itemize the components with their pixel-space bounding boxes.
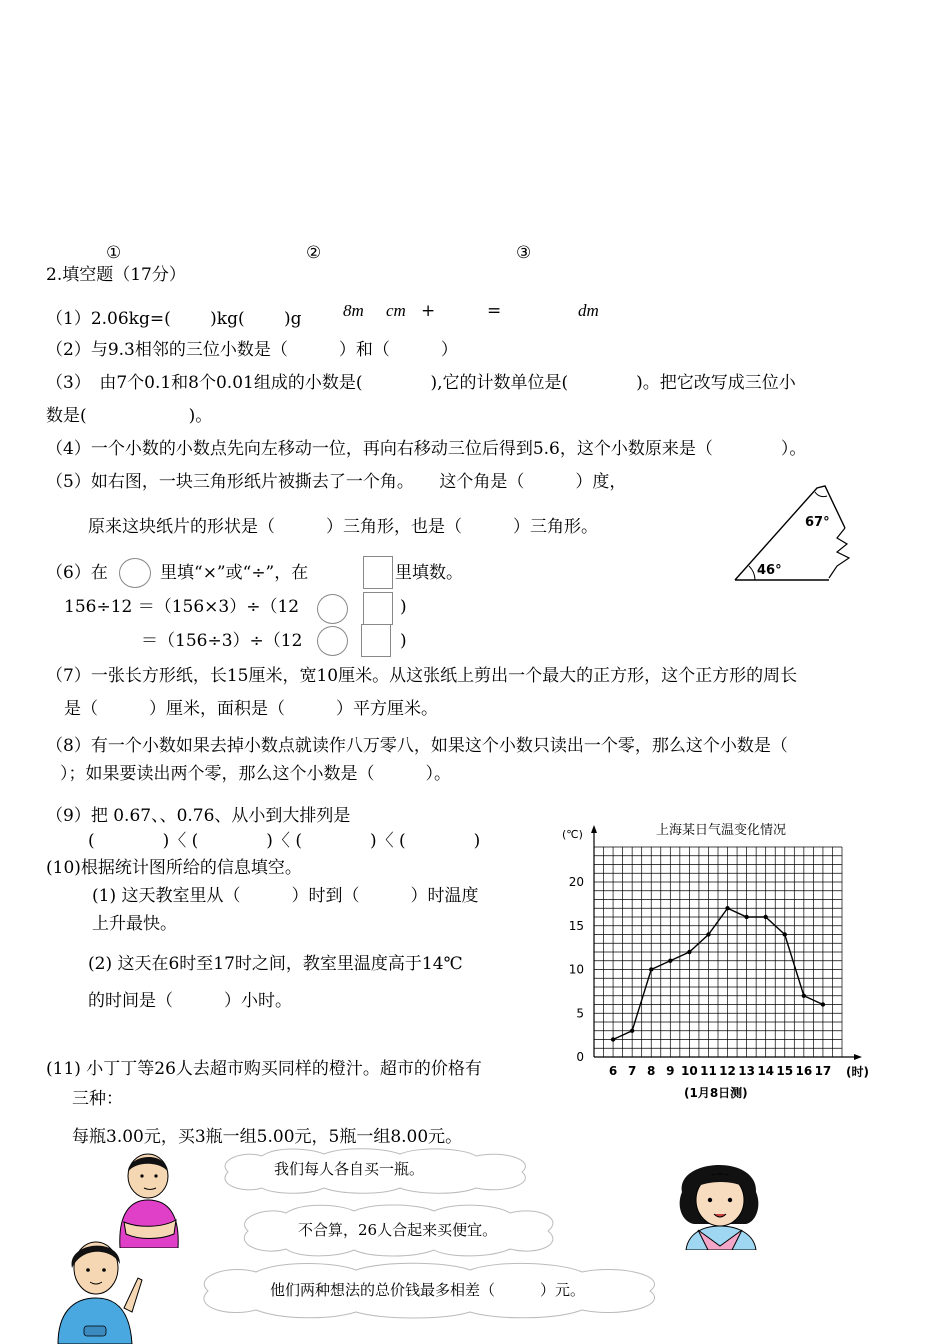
chart-data-point (744, 915, 748, 919)
number-box-sample (363, 556, 393, 589)
chart-caption: (1月8日测) (684, 1086, 748, 1100)
question-1-equals: = (487, 301, 502, 321)
boy-crossed-arms-illustration (112, 1150, 188, 1248)
chart-data-point (802, 994, 806, 998)
chart-y-tick-label: 15 (568, 918, 584, 933)
boy-pointing-illustration (52, 1238, 152, 1344)
question-7-line-1: （7）一张长方形纸，长15厘米，宽10厘米。从这张纸上剪出一个最大的正方形，这个正方形的周长 (46, 666, 798, 686)
chart-data-point (611, 1037, 615, 1041)
chart-x-tick-label: 13 (738, 1064, 755, 1078)
chart-data-point (706, 932, 710, 936)
section-title: 2.填空题（17分） (46, 265, 186, 285)
question-6-row-1: 156÷12 ＝（156×3）÷（12 (64, 597, 300, 617)
chart-y-tick-label: 20 (568, 875, 584, 889)
chart-y-tick-label: 0 (576, 1050, 584, 1064)
question-9-line-2: ( )〈 ( )〈 ( )〈 ( ) (88, 831, 481, 851)
temperature-chart (556, 810, 886, 1110)
question-10-title: (10)根据统计图所给的信息填空。 (46, 858, 302, 878)
mark-3: ③ (516, 243, 532, 263)
chart-x-tick-label: 11 (700, 1064, 717, 1078)
chart-x-tick-label: 10 (681, 1064, 698, 1078)
chart-y-unit: (℃) (562, 828, 583, 841)
chart-data-point (687, 950, 691, 954)
question-6-row-2: ＝（156÷3）÷（12 (141, 631, 303, 651)
chart-data-point (783, 932, 787, 936)
question-3-line-2: 数是( )。 (46, 406, 213, 426)
question-10-part-2b: 的时间是（ ）小时。 (88, 991, 292, 1011)
question-1-unit-cm: cm (386, 301, 406, 320)
question-6-b: 里填“×”或“÷”，在 (160, 563, 309, 583)
question-10-part-2a: (2) 这天在6时至17时之间，教室里温度高于14℃ (88, 954, 463, 974)
chart-data-point (630, 1029, 634, 1033)
bubble-text-2: 不合算，26人合起来买便宜。 (298, 1221, 498, 1239)
question-5-line-2: 原来这块纸片的形状是（ ）三角形，也是（ ）三角形。 (88, 517, 598, 537)
question-1-plus: + (421, 301, 436, 321)
question-3-line-1: （3） 由7个0.1和8个0.01组成的小数是( ),它的计数单位是( )。把它改写成三位小 (46, 373, 796, 393)
chart-x-unit: (时) (846, 1065, 869, 1079)
number-box-2[interactable] (361, 624, 391, 657)
chart-x-tick-label: 8 (647, 1064, 656, 1078)
angle-46-label: 46° (757, 563, 782, 578)
question-2: （2）与9.3相邻的三位小数是（ ）和（ ） (46, 340, 458, 360)
question-10-part-1a: (1) 这天教室里从（ ）时到（ ）时温度 (92, 886, 479, 906)
operator-circle-sample (119, 558, 151, 588)
chart-data-point (821, 1002, 825, 1006)
question-1: （1）2.06kg=( )kg( )g (46, 309, 302, 329)
bubble-text-3: 他们两种想法的总价钱最多相差（ ）元。 (270, 1281, 586, 1299)
chart-x-tick-label: 17 (814, 1064, 832, 1078)
chart-y-tick-label: 5 (576, 1006, 584, 1021)
question-1-unit-m: 8m (343, 301, 364, 320)
question-7-line-2: 是（ ）厘米，面积是（ ）平方厘米。 (64, 699, 438, 719)
question-6-row-2-close: ) (400, 631, 407, 651)
operator-circle-1[interactable] (317, 594, 348, 624)
chart-x-tick-label: 6 (608, 1064, 618, 1078)
question-11-line-1: (11) 小丁丁等26人去超市购买同样的橙汁。超市的价格有 (46, 1059, 482, 1079)
chart-title: 上海某日气温变化情况 (656, 823, 787, 838)
chart-x-tick-label: 15 (776, 1064, 794, 1078)
chart-data-point (763, 915, 767, 919)
chart-data-point (725, 906, 729, 910)
question-6-a: （6）在 (46, 563, 108, 583)
question-11-line-2: 三种： (72, 1089, 123, 1109)
question-1-unit-dm: dm (578, 301, 599, 320)
chart-x-tick-label: 7 (627, 1064, 637, 1078)
operator-circle-2[interactable] (317, 626, 348, 656)
mark-1: ① (106, 243, 122, 263)
question-9-line-1: （9）把 0.67、、0.76、从小到大排列是 (46, 806, 351, 826)
number-box-1[interactable] (363, 592, 393, 625)
torn-triangle-figure (725, 478, 855, 588)
angle-67-label: 67° (805, 515, 830, 530)
question-5-line-1: （5）如右图，一块三角形纸片被撕去了一个角。 这个角是（ ）度， (46, 472, 627, 492)
girl-illustration (672, 1150, 768, 1250)
bubble-text-1: 我们每人各自买一瓶。 (274, 1160, 425, 1178)
chart-data-point (649, 967, 653, 971)
question-10-part-1b: 上升最快。 (92, 914, 177, 934)
chart-data-point (668, 959, 672, 963)
question-6-row-1-close: ) (400, 597, 407, 617)
chart-x-tick-label: 12 (719, 1064, 736, 1078)
question-4: （4）一个小数的小数点先向左移动一位，再向右移动三位后得到5.6，这个小数原来是（ ）。 (46, 439, 807, 459)
chart-x-tick-label: 9 (666, 1064, 675, 1078)
chart-x-arrow (854, 1054, 862, 1060)
chart-x-tick-label: 14 (757, 1064, 775, 1078)
chart-y-arrow (591, 825, 597, 833)
chart-y-tick-label: 10 (568, 962, 584, 977)
mark-2: ② (306, 243, 322, 263)
question-6-c: 里填数。 (395, 563, 463, 583)
question-11-line-3: 每瓶3.00元，买3瓶一组5.00元，5瓶一组8.00元。 (72, 1127, 463, 1147)
question-8-line-1: （8）有一个小数如果去掉小数点就读作八万零八，如果这个小数只读出一个零，那么这个小数是（ (46, 736, 788, 756)
chart-x-tick-label: 16 (795, 1064, 813, 1078)
question-8-line-2: ）；如果要读出两个零，那么这个小数是（ ）。 (60, 764, 451, 784)
